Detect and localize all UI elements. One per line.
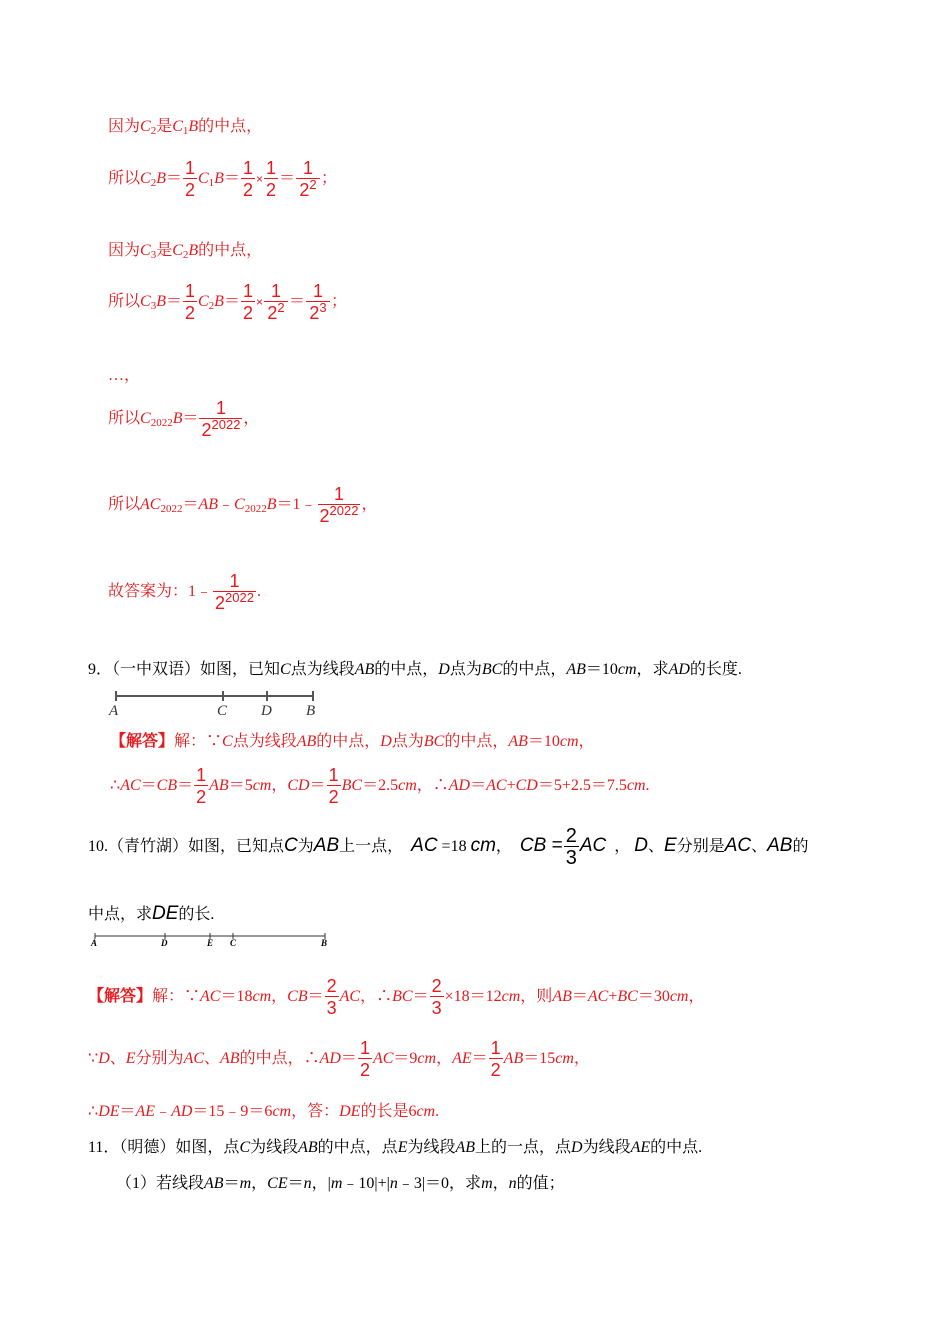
derivation-ellipsis: …， [108, 367, 141, 384]
point-label-e: E [207, 938, 214, 948]
question-10-line-2: 中点，求DE的长. [88, 903, 215, 924]
question-9: 9．（一中双语）如图，已知C点为线段AB的中点，D点为BC的中点，AB＝10cm，求AD的长度. [88, 661, 742, 678]
point-label-d: D [161, 938, 168, 948]
q10-answer-line-3: ∴DE＝AE﹣AD＝15﹣9＝6cm，答：DE的长是6cm. [88, 1103, 440, 1120]
derivation-line-3: 因为$C_3$是$C_2B$的中点， [108, 242, 263, 261]
point-label-a: A [91, 938, 98, 948]
derivation-line-4: 所以$C_3B=$ $\frac{1}{2}$ $C_2B=$ $\frac{1}{2}$ × $\frac{1}{2^2}$ ＝ $\frac{1}{2^3}$ ； [108, 281, 348, 323]
derivation-line-1: 因为$C_2$是$C_1B$的中点， [108, 118, 263, 137]
point-label-a: A [109, 703, 119, 718]
derivation-line-5: 所以$C_{2022}B=$ $\frac{1}{2^{2022}}$ ， [108, 398, 260, 440]
question-10: 10.（青竹湖）如图，已知点C为AB上一点， AC =18 cm， CB = $\frac{2}{3}$ AC ， D、E分别是AC、AB的 [88, 825, 809, 869]
q9-segment-figure [106, 688, 326, 718]
question-11: 11．（明德）如图，点C为线段AB的中点，点E为线段AB上的一点，点D为线段AE的中点. [88, 1139, 703, 1156]
derivation-line-6: 所以$AC_{2022}=AB﹣C_{2022}B=1﹣$ $\frac{1}{2^{2022}}$ ， [108, 484, 378, 526]
q9-answer-line-2: ∴AC＝CB＝ $\frac{1}{2}$ AB＝5cm，CD＝ $\frac{1}{2}$ BC＝2.5cm，∴AD＝AC+CD＝5+2.5＝7.5cm. [110, 765, 650, 807]
point-label-b: B [306, 703, 316, 718]
point-label-c: C [217, 703, 228, 718]
fraction: $\frac{1}{2}$ [184, 158, 195, 200]
question-11-part-1: （1）若线段AB＝m，CE＝n，|m﹣10|+|n﹣3|＝0，求m，n的值； [116, 1175, 565, 1192]
q10-segment-figure [88, 929, 338, 949]
point-label-b: B [321, 938, 328, 948]
derivation-line-2: 所以$C_2B=$ $\frac{1}{2}$ $C_1B=$ $\frac{1}{2}$ × $\frac{1}{2}$ ＝ $\frac{1}{2^2}$ ； [108, 158, 338, 200]
final-answer: 故答案为：1﹣ $\frac{1}{2^{2022}}$ . [108, 571, 261, 613]
q10-answer-line-2: ∵D、E分别为AC、AB的中点，∴AD＝ $\frac{1}{2}$ AC＝9cm，AE＝ $\frac{1}{2}$ AB＝15cm， [88, 1038, 590, 1080]
point-label-d: D [261, 703, 272, 718]
point-label-c: C [230, 938, 237, 948]
q9-answer-line-1: 【解答】解：∵C点为线段AB的中点，D点为BC的中点，AB＝10cm， [110, 733, 595, 750]
q10-answer-line-1: 【解答】解：∵AC＝18cm，CB＝ $\frac{2}{3}$ AC，∴BC＝ $\frac{2}{3}$ ×18＝12cm，则AB＝AC+BC＝30cm， [88, 976, 705, 1018]
